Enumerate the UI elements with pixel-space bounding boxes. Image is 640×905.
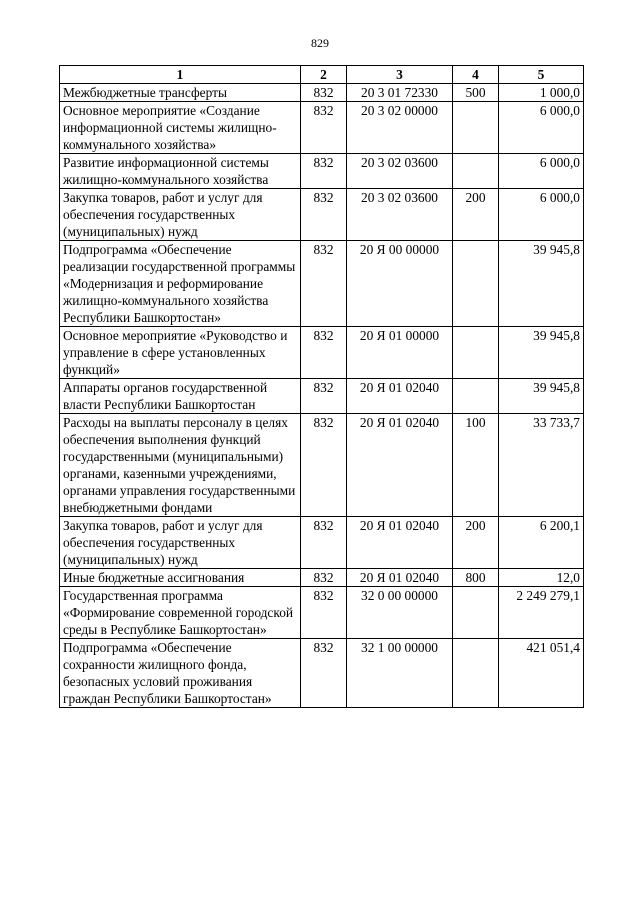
row-csr-cell: 32 0 00 00000: [347, 587, 453, 639]
row-name-cell: Основное мероприятие «Руководство и управление в сфере установленных функций»: [60, 327, 301, 379]
row-sum-cell: 1 000,0: [499, 84, 584, 102]
row-csr-cell: 32 1 00 00000: [347, 639, 453, 708]
row-sum-cell: 33 733,7: [499, 414, 584, 517]
column-header-1: 1: [60, 66, 301, 84]
row-name-cell: Основное мероприятие «Создание информационной системы жилищно-коммунального хозяйства»: [60, 102, 301, 154]
row-csr-cell: 20 Я 00 00000: [347, 241, 453, 327]
table-row: [60, 102, 584, 154]
table-row: [60, 241, 584, 327]
row-sum-cell: 421 051,4: [499, 639, 584, 708]
row-vr-cell: [453, 154, 499, 189]
row-name-cell: Государственная программа «Формирование современной городской среды в Республике Башкортостан»: [60, 587, 301, 639]
row-csr-cell: 20 3 02 00000: [347, 102, 453, 154]
table-row: [60, 587, 584, 639]
page-number: 829: [311, 36, 329, 50]
row-sum-cell: 6 000,0: [499, 102, 584, 154]
row-vr-cell: [453, 102, 499, 154]
column-header-5: 5: [499, 66, 584, 84]
column-header-3: 3: [347, 66, 453, 84]
row-ved-cell: 832: [301, 154, 347, 189]
row-csr-cell: 20 3 02 03600: [347, 189, 453, 241]
table-row: [60, 639, 584, 708]
row-sum-cell: 6 000,0: [499, 189, 584, 241]
row-vr-cell: [453, 241, 499, 327]
row-ved-cell: 832: [301, 327, 347, 379]
table-row: [60, 517, 584, 569]
row-vr-cell: 200: [453, 189, 499, 241]
table-row: [60, 414, 584, 517]
column-header-2: 2: [301, 66, 347, 84]
row-ved-cell: 832: [301, 517, 347, 569]
row-name-cell: Закупка товаров, работ и услуг для обеспечения государственных (муниципальных) нужд: [60, 517, 301, 569]
row-vr-cell: 100: [453, 414, 499, 517]
row-csr-cell: 20 Я 01 02040: [347, 569, 453, 587]
table-row: [60, 154, 584, 189]
table-row: [60, 84, 584, 102]
row-vr-cell: [453, 379, 499, 414]
table-row: [60, 327, 584, 379]
row-ved-cell: 832: [301, 84, 347, 102]
table-row: [60, 379, 584, 414]
row-sum-cell: 6 200,1: [499, 517, 584, 569]
row-csr-cell: 20 Я 01 02040: [347, 414, 453, 517]
budget-table: [59, 65, 584, 708]
row-sum-cell: 2 249 279,1: [499, 587, 584, 639]
row-ved-cell: 832: [301, 241, 347, 327]
row-ved-cell: 832: [301, 587, 347, 639]
row-ved-cell: 832: [301, 102, 347, 154]
row-csr-cell: 20 3 01 72330: [347, 84, 453, 102]
row-sum-cell: 39 945,8: [499, 379, 584, 414]
table-body: [60, 84, 584, 708]
row-sum-cell: 12,0: [499, 569, 584, 587]
row-ved-cell: 832: [301, 639, 347, 708]
row-ved-cell: 832: [301, 379, 347, 414]
row-vr-cell: 500: [453, 84, 499, 102]
row-name-cell: Межбюджетные трансферты: [60, 84, 301, 102]
row-name-cell: Аппараты органов государственной власти Республики Башкортостан: [60, 379, 301, 414]
row-sum-cell: 39 945,8: [499, 327, 584, 379]
row-vr-cell: [453, 587, 499, 639]
row-vr-cell: [453, 327, 499, 379]
row-csr-cell: 20 Я 01 02040: [347, 517, 453, 569]
row-csr-cell: 20 Я 01 00000: [347, 327, 453, 379]
row-name-cell: Закупка товаров, работ и услуг для обеспечения государственных (муниципальных) нужд: [60, 189, 301, 241]
row-name-cell: Развитие информационной системы жилищно-коммунального хозяйства: [60, 154, 301, 189]
row-ved-cell: 832: [301, 189, 347, 241]
table-row: [60, 569, 584, 587]
row-csr-cell: 20 3 02 03600: [347, 154, 453, 189]
row-name-cell: Подпрограмма «Обеспечение сохранности жилищного фонда, безопасных условий проживания граждан Республики Башкортостан»: [60, 639, 301, 708]
row-vr-cell: 200: [453, 517, 499, 569]
row-sum-cell: 6 000,0: [499, 154, 584, 189]
table-header-row: [60, 66, 584, 84]
row-ved-cell: 832: [301, 414, 347, 517]
row-name-cell: Иные бюджетные ассигнования: [60, 569, 301, 587]
table-row: [60, 189, 584, 241]
row-name-cell: Подпрограмма «Обеспечение реализации государственной программы «Модернизация и реформирование жилищно-коммунального хозяйства Республики Башкортостан»: [60, 241, 301, 327]
row-vr-cell: [453, 639, 499, 708]
row-name-cell: Расходы на выплаты персоналу в целях обеспечения выполнения функций государственными (муниципальными) органами, казенными учреждениями, органами управления государственными внебюджетными фондами: [60, 414, 301, 517]
column-header-4: 4: [453, 66, 499, 84]
row-vr-cell: 800: [453, 569, 499, 587]
row-csr-cell: 20 Я 01 02040: [347, 379, 453, 414]
row-ved-cell: 832: [301, 569, 347, 587]
row-sum-cell: 39 945,8: [499, 241, 584, 327]
